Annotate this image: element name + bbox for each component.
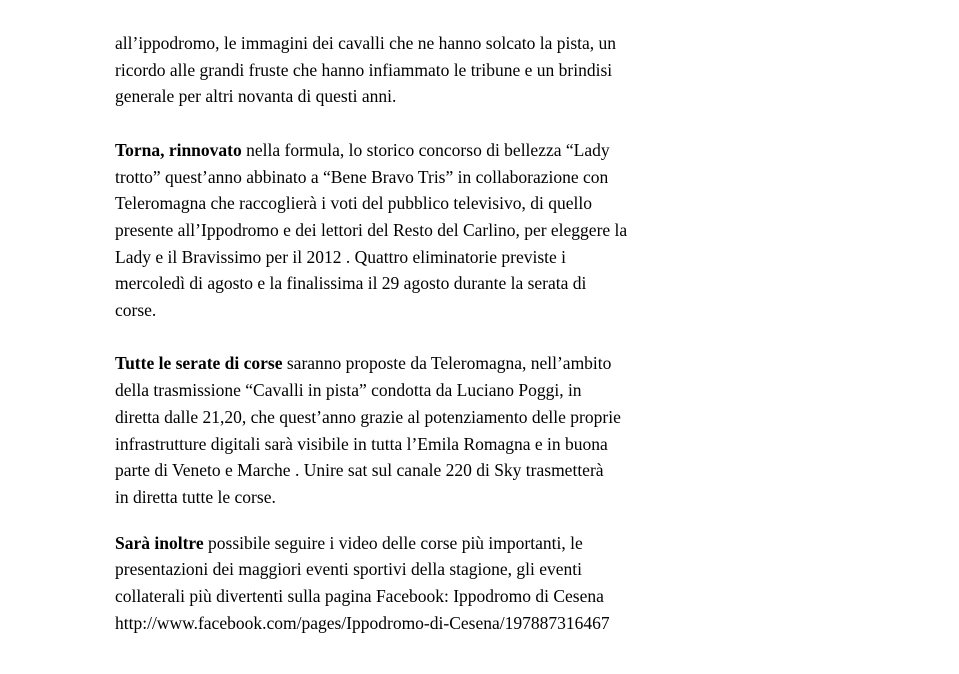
text-line xyxy=(115,137,725,164)
text-line: Teleromagna che raccoglierà i voti del pubblico televisivo, di quello xyxy=(115,193,592,214)
paragraph-3 xyxy=(115,350,725,510)
text-line: generale per altri novanta di questi anni. xyxy=(115,86,397,107)
facebook-url-text: http://www.facebook.com/pages/Ippodromo-di-Cesena/197887316467 xyxy=(115,612,610,633)
text-line: trotto” quest’anno abbinato a “Bene Bravo Tris” in collaborazione con xyxy=(115,166,609,187)
bold-lead: Torna, rinnovato xyxy=(115,139,242,160)
text-line: infrastrutture digitali sarà visibile in tutta l’Emila Romagna e in buona xyxy=(115,433,608,454)
text-line: ricordo alle grandi fruste che hanno infiammato le tribune e un brindisi xyxy=(115,59,613,80)
text-line: mercoledì di agosto e la finalissima il 29 agosto durante la serata di xyxy=(115,273,587,294)
text-run: nella formula, lo storico concorso di bellezza “Lady xyxy=(241,139,610,160)
text-line: diretta dalle 21,20, che quest’anno grazie al potenziamento delle proprie xyxy=(115,406,621,427)
text-line: della trasmissione “Cavalli in pista” condotta da Luciano Poggi, in xyxy=(115,380,582,401)
paragraph-4 xyxy=(115,530,725,637)
paragraph-1 xyxy=(115,30,725,110)
text-line: in diretta tutte le corse. xyxy=(115,486,276,507)
bold-lead: Sarà inoltre xyxy=(115,532,204,553)
document-body xyxy=(115,30,725,636)
text-run: saranno proposte da Teleromagna, nell’ambito xyxy=(282,353,612,374)
text-line: collaterali più divertenti sulla pagina Facebook: Ippodromo di Cesena xyxy=(115,586,604,607)
text-line: all’ippodromo, le immagini dei cavalli che ne hanno solcato la pista, un xyxy=(115,33,617,53)
text-line: corse. xyxy=(115,300,157,321)
text-line: parte di Veneto e Marche . Unire sat sul canale 220 di Sky trasmetterà xyxy=(115,460,604,481)
paragraph-2 xyxy=(115,137,725,324)
paragraph-spacer xyxy=(115,110,725,137)
paragraph-spacer xyxy=(115,511,725,530)
text-line xyxy=(115,350,725,377)
text-line: presente all’Ippodromo e dei lettori del Resto del Carlino, per eleggere la xyxy=(115,219,628,240)
paragraph-spacer xyxy=(115,324,725,351)
bold-lead: Tutte le serate di corse xyxy=(115,353,283,374)
text-line: presentazioni dei maggiori eventi sportivi della stagione, gli eventi xyxy=(115,559,583,580)
text-run: possibile seguire i video delle corse più importanti, le xyxy=(203,532,583,553)
text-line xyxy=(115,530,725,557)
text-line: Lady e il Bravissimo per il 2012 . Quattro eliminatorie previste i xyxy=(115,246,567,267)
